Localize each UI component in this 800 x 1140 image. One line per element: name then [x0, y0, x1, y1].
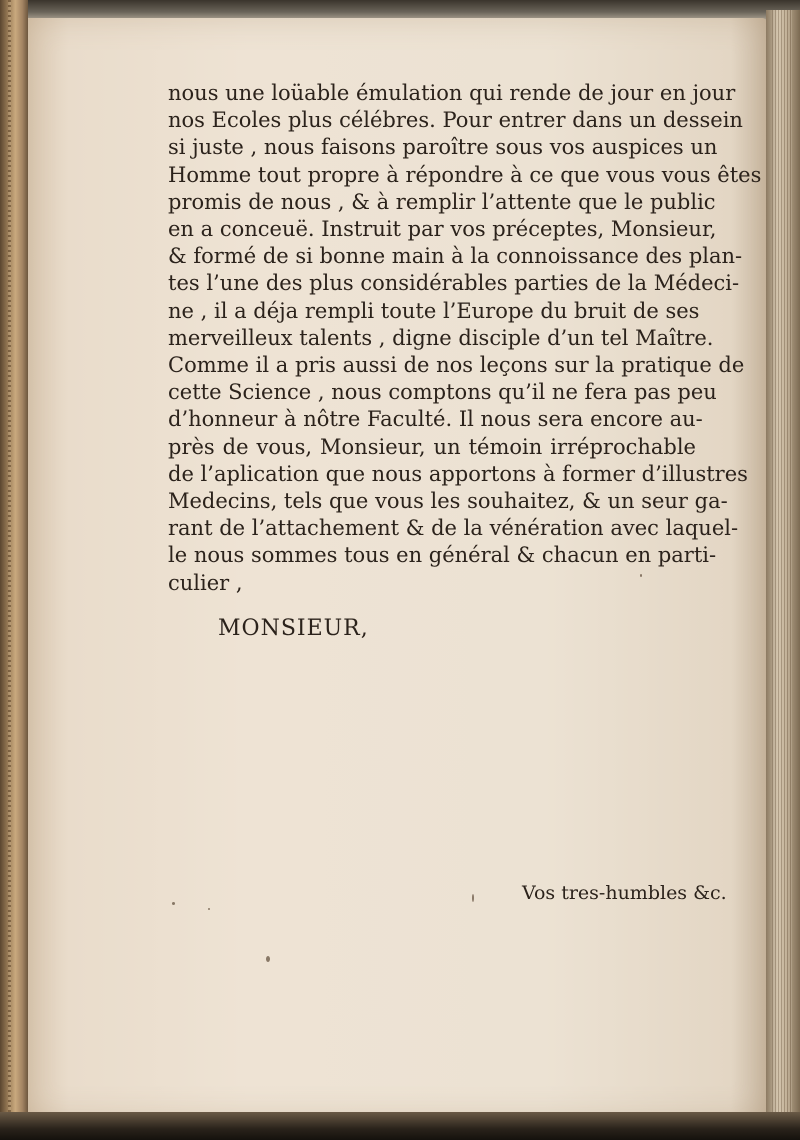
bottom-page-edge — [0, 1112, 800, 1140]
body-line: en a conceuë. Instruit par vos préceptes, Monsieur, — [168, 217, 717, 242]
ink-speck — [266, 956, 270, 962]
body-line: promis de nous , & à remplir l’attente que le public — [168, 189, 716, 214]
body-line: ne , il a déja rempli toute l’Europe du bruit de ses — [168, 298, 700, 323]
ink-speck — [472, 894, 474, 902]
book-spine-edge — [0, 0, 28, 1140]
body-line: culier , — [168, 570, 243, 595]
page-stack-edge — [766, 10, 800, 1120]
body-line: près de vous, Monsieur, un témoin irréprochable — [168, 434, 696, 459]
body-line: d’honneur à nôtre Faculté. Il nous sera encore au- — [168, 407, 703, 432]
ink-speck — [172, 902, 175, 905]
body-line: si juste , nous faisons paroître sous vos auspices un — [168, 135, 718, 160]
signoff: Vos tres-humbles &c. — [522, 882, 727, 904]
body-line: Homme tout propre à répondre à ce que vous vous êtes — [168, 162, 762, 187]
closing-salutation: MONSIEUR, — [218, 616, 369, 641]
ink-speck — [640, 574, 642, 577]
body-line: de l’aplication que nous apportons à former d’illustres — [168, 461, 748, 486]
body-text — [168, 80, 762, 597]
body-line: & formé de si bonne main à la connoissance des plan- — [168, 244, 743, 269]
body-line: rant de l’attachement & de la vénération avec laquel- — [168, 516, 739, 541]
body-line: merveilleux talents , digne disciple d’un tel Maître. — [168, 325, 714, 350]
body-line: Medecins, tels que vous les souhaitez, & un seur ga- — [168, 489, 728, 514]
body-line: nous une loüable émulation qui rende de jour en jour — [168, 81, 736, 105]
body-line: le nous sommes tous en général & chacun en parti- — [168, 543, 717, 568]
body-line: nos Ecoles plus célébres. Pour entrer dans un dessein — [168, 108, 743, 133]
body-line: tes l’une des plus considérables parties de la Médeci- — [168, 271, 740, 296]
ink-speck — [208, 908, 210, 910]
body-line: Comme il a pris aussi de nos leçons sur la pratique de — [168, 353, 745, 378]
body-line: cette Science , nous comptons qu’il ne fera pas peu — [168, 380, 717, 405]
